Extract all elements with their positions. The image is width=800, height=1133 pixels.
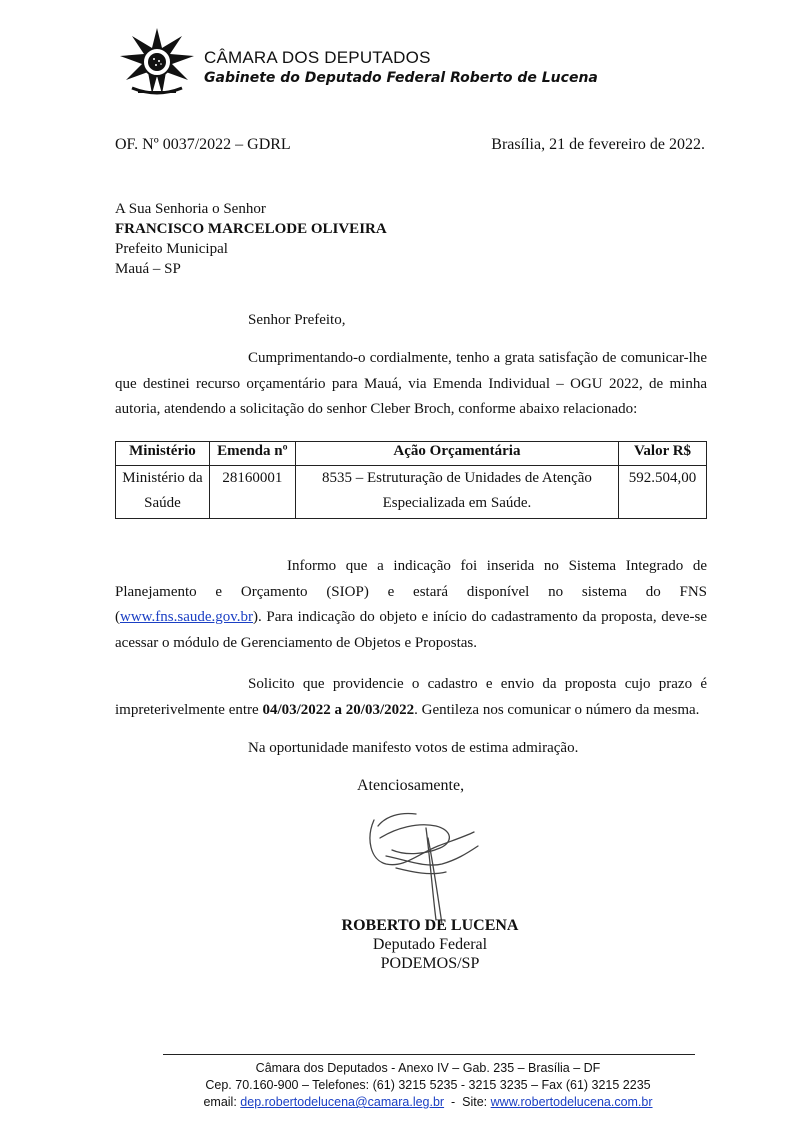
paragraph-deadline-text-a: Solicito que providencie o cadastro e envio da proposta cujo prazo é impreterivelmente entre <box>115 676 707 718</box>
addressee-name: FRANCISCO MARCELODE OLIVEIRA <box>115 221 387 237</box>
footer-divider <box>163 1054 695 1055</box>
signer-block <box>330 916 530 973</box>
table-cell-action: 8535 – Estruturação de Unidades de Atenção Especializada em Saúde. <box>295 466 618 519</box>
place-date: Brasília, 21 de fevereiro de 2022. <box>491 136 705 153</box>
paragraph-intro-text: Cumprimentando-o cordialmente, tenho a grata satisfação de comunicar-lhe que destinei recurso orçamentário para Mauá, via Emenda Individual – OGU 2022, de minha autoria, atendendo a solicitação do senhor Cleber Broch, conforme abaixo relacionado: <box>115 350 707 417</box>
footer-site-link[interactable]: www.robertodelucena.com.br <box>490 1095 653 1109</box>
addressee-block <box>115 199 387 279</box>
column-header: Ação Orçamentária <box>295 442 618 466</box>
table-row <box>116 466 707 519</box>
footer <box>150 1060 706 1111</box>
paragraph-deadline-text-b: . Gentileza nos comunicar o número da mesma. <box>414 701 700 718</box>
footer-site-label: - Site: <box>444 1095 491 1109</box>
paragraph-regards <box>115 736 707 762</box>
closing: Atenciosamente, <box>357 777 465 794</box>
handwritten-signature <box>356 798 496 928</box>
paragraph-intro <box>115 346 707 423</box>
brazil-coat-of-arms-icon <box>118 26 196 102</box>
footer-phones: Cep. 70.160-900 – Telefones: (61) 3215 5235 - 3215 3235 – Fax (61) 3215 2235 <box>205 1078 651 1092</box>
column-header: Emenda nº <box>209 442 295 466</box>
signer-name: ROBERTO DE LUCENA <box>341 917 519 934</box>
addressee-city: Mauá – SP <box>115 261 181 277</box>
signer-party: PODEMOS/SP <box>380 955 480 972</box>
column-header: Ministério <box>116 442 210 466</box>
footer-email-label: email: <box>203 1095 241 1109</box>
budget-table <box>115 441 707 519</box>
fns-link[interactable]: www.fns.saude.gov.br <box>120 609 254 625</box>
footer-address: Câmara dos Deputados - Anexo IV – Gab. 235 – Brasília – DF <box>255 1061 601 1075</box>
table-cell-ministry: Ministério da Saúde <box>116 466 210 519</box>
letterhead-title: CÂMARA DOS DEPUTADOS <box>204 48 431 67</box>
addressee-greeting: A Sua Senhoria o Senhor <box>115 201 266 217</box>
paragraph-siop-text-a: Informo que a indicação foi inserida no Sistema Integrado de Planejamento e Orçamento (SIOP) e estará disponível no sistema do FNS ( <box>115 558 707 625</box>
addressee-role: Prefeito Municipal <box>115 241 228 257</box>
letterhead <box>118 26 638 106</box>
table-cell-value: 592.504,00 <box>619 466 707 519</box>
office-number: OF. Nº 0037/2022 – GDRL <box>115 136 291 153</box>
deadline-dates: 04/03/2022 a 20/03/2022 <box>262 701 415 718</box>
paragraph-siop <box>115 554 707 656</box>
footer-email-link[interactable]: dep.robertodelucena@camara.leg.br <box>240 1095 445 1109</box>
footer-contact <box>150 1094 706 1111</box>
column-header: Valor R$ <box>619 442 707 466</box>
letterhead-subtitle: Gabinete do Deputado Federal Roberto de Lucena <box>204 70 598 86</box>
salutation: Senhor Prefeito, <box>248 312 346 328</box>
paragraph-deadline <box>115 672 707 723</box>
table-header-row <box>116 442 707 466</box>
signer-title: Deputado Federal <box>372 936 488 953</box>
paragraph-regards-text: Na oportunidade manifesto votos de estima admiração. <box>248 740 579 756</box>
table-cell-amendment: 28160001 <box>209 466 295 519</box>
paragraph-siop-text-b: ). Para indicação do objeto e início do cadastramento da proposta, deve-se acessar o módulo de Gerenciamento de Objetos e Propostas. <box>115 609 707 651</box>
